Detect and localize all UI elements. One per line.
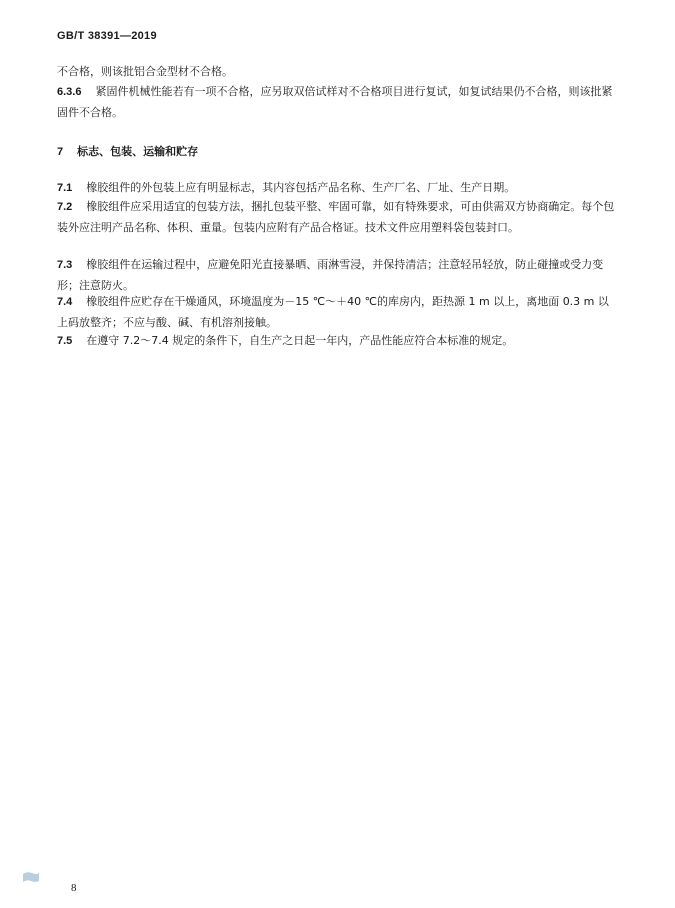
- paragraph-continuation: [57, 62, 619, 82]
- clause-7-1: [57, 178, 619, 199]
- clause-6-3-6: [57, 82, 619, 122]
- standard-code-header: GB/T 38391—2019: [57, 30, 157, 42]
- section-number: 7: [57, 146, 64, 158]
- page-number: 8: [71, 882, 77, 894]
- clause-text: 橡胶组件应贮存在干燥通风，环境温度为－15 ℃～＋40 ℃的库房内，距热源 1 m 以上，离地面 0.3 m 以上码放整齐；不应与酸、碱、有机溶剂接触。: [57, 295, 609, 329]
- paragraph-text: 不合格，则该批铝合金型材不合格。: [57, 65, 233, 78]
- clause-7-3: [57, 255, 619, 295]
- clause-number: 7.2: [57, 201, 73, 213]
- corner-logo-icon: [22, 870, 40, 884]
- section-heading: [57, 143, 198, 159]
- clause-number: 6.3.6: [57, 86, 82, 98]
- clause-7-5: [57, 331, 619, 352]
- clause-7-2: [57, 197, 619, 237]
- clause-text: 橡胶组件的外包装上应有明显标志，其内容包括产品名称、生产厂名、厂址、生产日期。: [86, 181, 516, 194]
- clause-number: 7.1: [57, 182, 73, 194]
- clause-text: 在遵守 7.2～7.4 规定的条件下，自生产之日起一年内，产品性能应符合本标准的规定。: [86, 334, 514, 347]
- clause-number: 7.4: [57, 296, 73, 308]
- clause-number: 7.5: [57, 335, 73, 347]
- clause-text: 橡胶组件应采用适宜的包装方法，捆扎包装平整、牢固可靠，如有特殊要求，可由供需双方协商确定。每个包装外应注明产品名称、体积、重量。包装内应附有产品合格证。技术文件应用塑料袋包装封口。: [57, 200, 615, 234]
- clause-number: 7.3: [57, 259, 73, 271]
- clause-text: 紧固件机械性能若有一项不合格，应另取双倍试样对不合格项目进行复试，如复试结果仍不合格，则该批紧固件不合格。: [57, 85, 613, 119]
- clause-7-4: [57, 292, 619, 332]
- clause-text: 橡胶组件在运输过程中，应避免阳光直接暴晒、雨淋雪浸，并保持清洁；注意轻吊轻放，防止碰撞或受力变形；注意防火。: [57, 258, 604, 292]
- section-title: 标志、包装、运输和贮存: [77, 145, 199, 158]
